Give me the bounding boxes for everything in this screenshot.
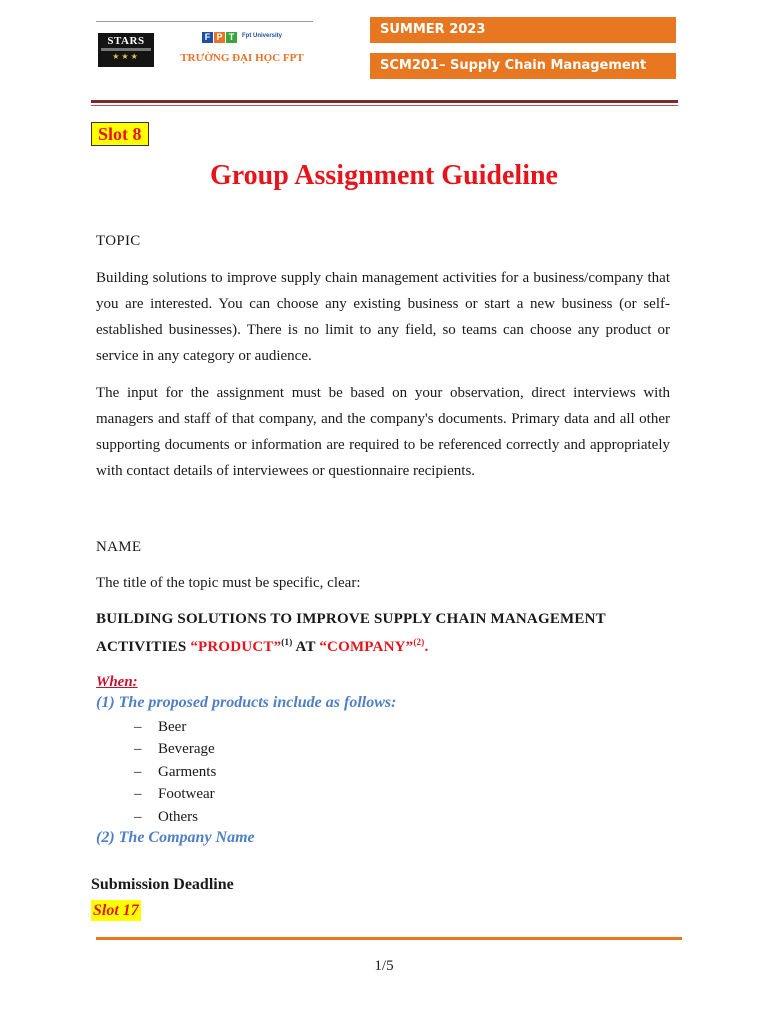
fpt-university-text: Fpt University [242, 33, 283, 39]
stars-logo-text: STARS [107, 35, 145, 47]
stars-logo [98, 33, 154, 67]
course-banner: SCM201– Supply Chain Management [370, 53, 676, 79]
topic-title-product: “PRODUCT” [190, 639, 282, 655]
dash-icon: – [134, 719, 142, 735]
header-divider-thin [91, 105, 678, 106]
topic-title-company: “COMPANY” [319, 639, 414, 655]
topic-title-at: AT [292, 639, 320, 655]
fpt-tile-t: T [226, 32, 237, 43]
fpt-tile-f: F [202, 32, 213, 43]
topic-paragraph-2: The input for the assignment must be based on your observation, direct interviews with managers and staff of that company, and the company's documents. Primary data and all other supporting documents or information are required to be referenced correctly and appropriately with contact details of interviewees or questionnaire recipients. [96, 385, 670, 479]
fpt-school-name: TRƯỜNG ĐẠI HỌC FPT [180, 52, 304, 64]
footer-divider [96, 937, 682, 940]
fpt-logo [172, 30, 312, 70]
product-footnote: (1) [281, 637, 293, 647]
stars-logo-band [101, 48, 151, 51]
topic-title-period: . [424, 639, 429, 655]
topic-paragraph-1: Building solutions to improve supply chain management activities for a business/company that you are interested. You can choose any existing business or start a new business (or self-established businesses). There is no limit to any field, so teams can choose any product or service in any category or audience. [96, 270, 670, 364]
name-heading: NAME [96, 539, 142, 555]
header-divider [91, 100, 678, 103]
list-item: – Garments [134, 761, 216, 783]
list-item: – Others [134, 806, 216, 828]
topic-heading: TOPIC [96, 233, 141, 249]
when-label: When: [96, 674, 138, 690]
deadline-heading: Submission Deadline [91, 876, 234, 893]
header-top-line [96, 21, 313, 22]
page-number: 1/5 [374, 958, 394, 974]
topic-title-line-1: BUILDING SOLUTIONS TO IMPROVE SUPPLY CHAIN MANAGEMENT [96, 611, 606, 627]
products-heading: (1) The proposed products include as follows: [96, 694, 397, 711]
dash-icon: – [134, 763, 142, 780]
list-item: – Beverage [134, 738, 216, 760]
deadline-slot: Slot 17 [93, 902, 139, 919]
dash-icon: – [134, 808, 142, 825]
product-list [134, 716, 216, 828]
list-item: – Beer [134, 716, 216, 738]
name-intro: The title of the topic must be specific, clear: [96, 575, 361, 591]
slot-label: Slot 8 [91, 122, 149, 146]
company-footnote: (2) [413, 637, 425, 647]
company-heading: (2) The Company Name [96, 829, 255, 846]
semester-banner: SUMMER 2023 [370, 17, 676, 43]
star-rating-icon: ★★★ [112, 52, 140, 61]
dash-icon: – [134, 786, 142, 803]
list-item: – Footwear [134, 783, 216, 805]
topic-title-line-2 [96, 637, 670, 656]
document-title: Group Assignment Guideline [209, 160, 558, 191]
topic-title-activities: ACTIVITIES [96, 639, 191, 655]
dash-icon: – [134, 741, 142, 758]
fpt-tile-p: P [214, 32, 225, 43]
fpt-logo-tiles [202, 32, 238, 44]
